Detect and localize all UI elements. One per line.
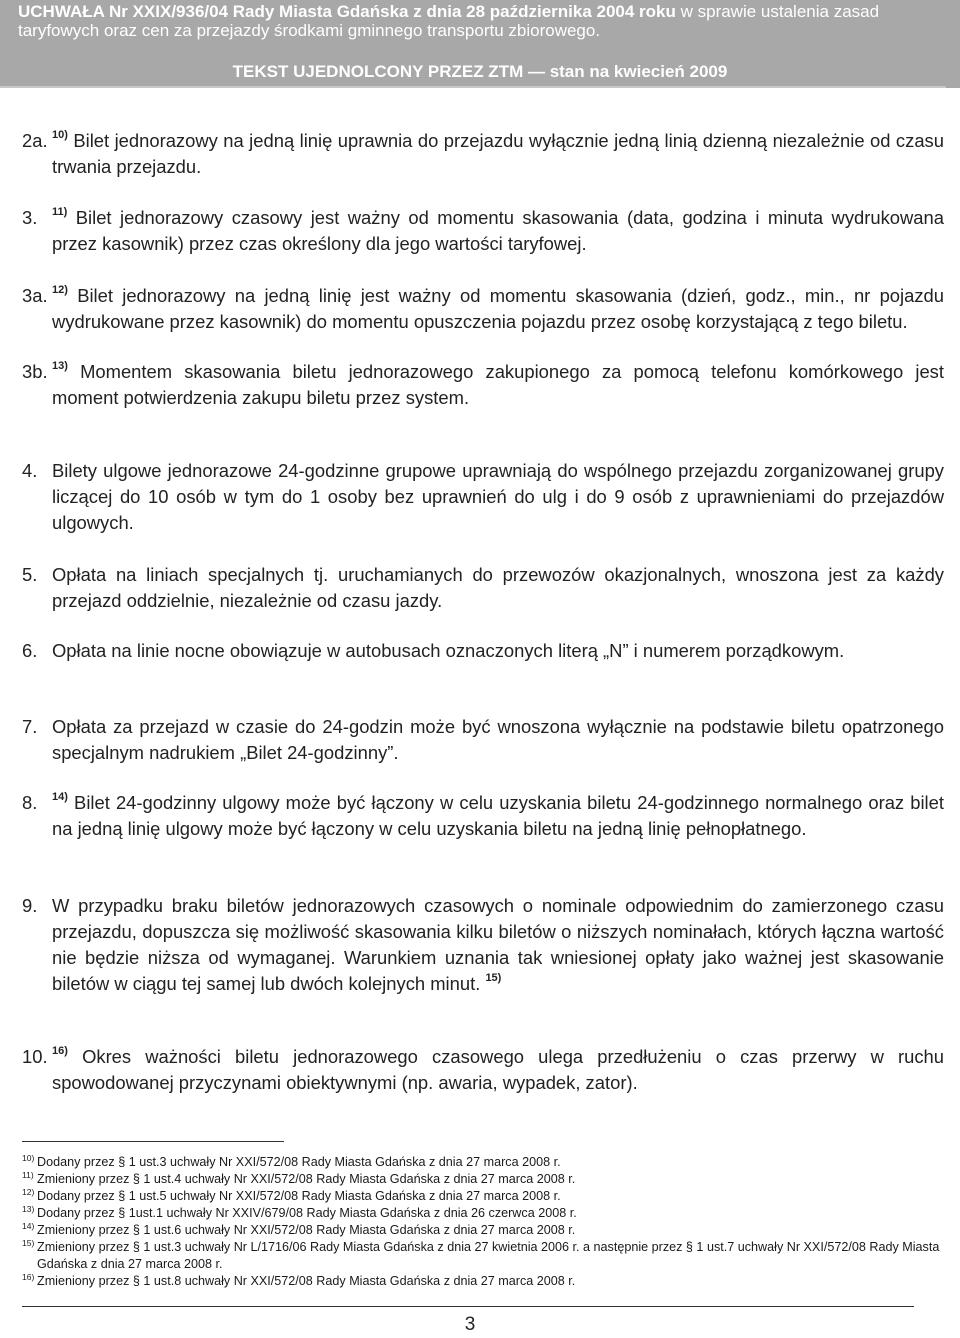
- footnote: [22, 1205, 942, 1222]
- footnote-text: Dodany przez § 1 ust.3 uchwały Nr XXI/572/08 Rady Miasta Gdańska z dnia 27 marca 2008 r.: [37, 1155, 561, 1169]
- paragraph: [22, 283, 944, 335]
- paragraph: [22, 1044, 944, 1096]
- paragraph: [22, 714, 944, 766]
- paragraph-number: 10.: [22, 1046, 48, 1067]
- footnote: [22, 1171, 942, 1188]
- footnote: [22, 1273, 942, 1290]
- paragraph-number: 7.: [22, 716, 38, 737]
- footnote: [22, 1222, 942, 1239]
- paragraph-body: [22, 562, 944, 614]
- paragraph: [22, 128, 944, 180]
- paragraph-body: [22, 458, 944, 536]
- paragraph-number: 3.: [22, 207, 38, 228]
- paragraph-number: 3a.: [22, 285, 48, 306]
- paragraph-body: [22, 128, 944, 180]
- header-divider: [0, 86, 946, 88]
- paragraph-number: 3b.: [22, 361, 48, 382]
- page-bottom-divider: [22, 1306, 914, 1307]
- footnote-number: 16): [22, 1272, 35, 1282]
- paragraph-text: Momentem skasowania biletu jednorazowego zakupionego za pomocą telefonu komórkowego jest moment potwierdzenia zakupu biletu przez system.: [52, 361, 944, 408]
- footnote-reference: 16): [52, 1045, 68, 1057]
- paragraph-body: [22, 714, 944, 766]
- paragraph-number: 8.: [22, 792, 38, 813]
- footnote: [22, 1239, 942, 1273]
- paragraph-number: 4.: [22, 460, 38, 481]
- footnote-number: 10): [22, 1153, 35, 1163]
- paragraph: [22, 638, 944, 664]
- footnote-number: 13): [22, 1204, 35, 1214]
- paragraph: [22, 458, 944, 536]
- footnote: [22, 1154, 942, 1171]
- footnote-list: [22, 1154, 942, 1290]
- footnote-text: Zmieniony przez § 1 ust.6 uchwały Nr XXI/572/08 Rady Miasta Gdańska z dnia 27 marca 2008 r.: [37, 1223, 576, 1237]
- footnote-reference: 13): [52, 360, 68, 372]
- footnote-number: 14): [22, 1221, 35, 1231]
- paragraph-body: [22, 1044, 944, 1096]
- footnote-text: Dodany przez § 1 ust.5 uchwały Nr XXI/572/08 Rady Miasta Gdańska z dnia 27 marca 2008 r.: [37, 1189, 561, 1203]
- footnote-number: 15): [22, 1238, 35, 1248]
- paragraph-text: Opłata za przejazd w czasie do 24-godzin może być wnoszona wyłącznie na podstawie biletu opatrzonego specjalnym nadrukiem „Bilet 24-godzinny”.: [52, 716, 944, 763]
- paragraph-text: Bilet jednorazowy czasowy jest ważny od momentu skasowania (data, godzina i minuta wydrukowana przez kasownik) przez czas określony dla jego wartości taryfowej.: [52, 207, 944, 254]
- paragraph-body: [22, 893, 944, 997]
- paragraph: [22, 893, 944, 997]
- resolution-title: [18, 2, 958, 40]
- paragraph-number: 6.: [22, 640, 38, 661]
- paragraph-text: W przypadku braku biletów jednorazowych czasowych o nominale odpowiednim do zamierzonego czasu przejazdu, dopuszcza się możliwość skasowania kilku biletów o niższych nominałach, których łączna wartość nie będzie niższa od wymaganej. Warunkiem uznania tak wniesionej opłaty jako ważnej jest skasowanie biletów w ciągu tej samej lub dwóch kolejnych minut.: [52, 895, 944, 994]
- paragraph-body: [22, 359, 944, 411]
- paragraph-text: Okres ważności biletu jednorazowego czasowego ulega przedłużeniu o czas przerwy w ruchu spowodowanej przyczynami obiektywnymi (np. awaria, wypadek, zator).: [52, 1046, 944, 1093]
- resolution-title-bold: UCHWAŁA Nr XXIX/936/04 Rady Miasta Gdańska z dnia 28 października 2004 roku: [18, 2, 676, 21]
- paragraph: [22, 359, 944, 411]
- paragraph-number: 5.: [22, 564, 38, 585]
- footnote-reference: 10): [52, 129, 68, 141]
- consolidated-text-subtitle: TEKST UJEDNOLCONY PRZEZ ZTM — stan na kwiecień 2009: [232, 62, 728, 81]
- paragraph: [22, 790, 944, 842]
- footnote-text: Zmieniony przez § 1 ust.4 uchwały Nr XXI/572/08 Rady Miasta Gdańska z dnia 27 marca 2008 r.: [37, 1172, 576, 1186]
- footnote-reference: 12): [52, 284, 68, 296]
- paragraph-text: Bilet 24-godzinny ulgowy może być łączony w celu uzyskania biletu 24-godzinnego normalnego oraz bilet na jedną linię ulgowy może być łączony w celu uzyskania biletu na jedną linię pełnopłatnego.: [52, 792, 944, 839]
- footnote-reference: 14): [52, 791, 68, 803]
- paragraph-body: [22, 790, 944, 842]
- paragraph-text: Bilet jednorazowy na jedną linię jest ważny od momentu skasowania (dzień, godz., min., nr pojazdu wydrukowane przez kasownik) do momentu opuszczenia pojazdu przez osobę korzystającą z tego biletu.: [52, 285, 944, 332]
- paragraph-text: Bilety ulgowe jednorazowe 24-godzinne grupowe uprawniają do wspólnego przejazdu zorganizowanej grupy liczącej do 10 osób w tym do 1 osoby bez uprawnień do ulg i do 9 osób z uprawnieniami do przejazdów ulgowych.: [52, 460, 944, 533]
- footnote-separator: [22, 1141, 284, 1142]
- footnote-reference: 11): [52, 206, 68, 218]
- paragraph-number: 9.: [22, 895, 38, 916]
- paragraph-text: Opłata na liniach specjalnych tj. uruchamianych do przewozów okazjonalnych, wnoszona jest za każdy przejazd oddzielnie, niezależnie od czasu jazdy.: [52, 564, 944, 611]
- footnote-number: 12): [22, 1187, 35, 1197]
- footnote: [22, 1188, 942, 1205]
- paragraph: [22, 205, 944, 257]
- document-header: [0, 0, 960, 88]
- footnote-number: 11): [22, 1170, 34, 1180]
- paragraph-text: Bilet jednorazowy na jedną linię uprawnia do przejazdu wyłącznie jedną linią dzienną niezależnie od czasu trwania przejazdu.: [52, 130, 944, 177]
- paragraph-text: Opłata na linie nocne obowiązuje w autobusach oznaczonych literą „N” i numerem porządkowym.: [52, 640, 845, 661]
- paragraph-body: [22, 283, 944, 335]
- paragraph: [22, 562, 944, 614]
- resolution-title-rest: w sprawie ustalenia zasad taryfowych oraz cen za przejazdy środkami gminnego transportu zbiorowego.: [18, 2, 880, 40]
- footnote-text: Zmieniony przez § 1 ust.8 uchwały Nr XXI/572/08 Rady Miasta Gdańska z dnia 27 marca 2008 r.: [37, 1274, 576, 1288]
- paragraph-number: 2a.: [22, 130, 48, 151]
- page-number: 3: [464, 1314, 476, 1335]
- footnote-reference: 15): [485, 972, 502, 984]
- paragraph-body: [22, 638, 944, 664]
- footnote-text: Dodany przez § 1ust.1 uchwały Nr XXIV/679/08 Rady Miasta Gdańska z dnia 26 czerwca 2008 r.: [37, 1206, 577, 1220]
- footnote-text: Zmieniony przez § 1 ust.3 uchwały Nr L/1716/06 Rady Miasta Gdańska z dnia 27 kwietnia 2006 r. a następnie przez § 1 ust.7 uchwały Nr XXI/572/08 Rady Miasta Gdańska z dnia 27 marca 2008 r.: [37, 1240, 940, 1271]
- paragraph-body: [22, 205, 944, 257]
